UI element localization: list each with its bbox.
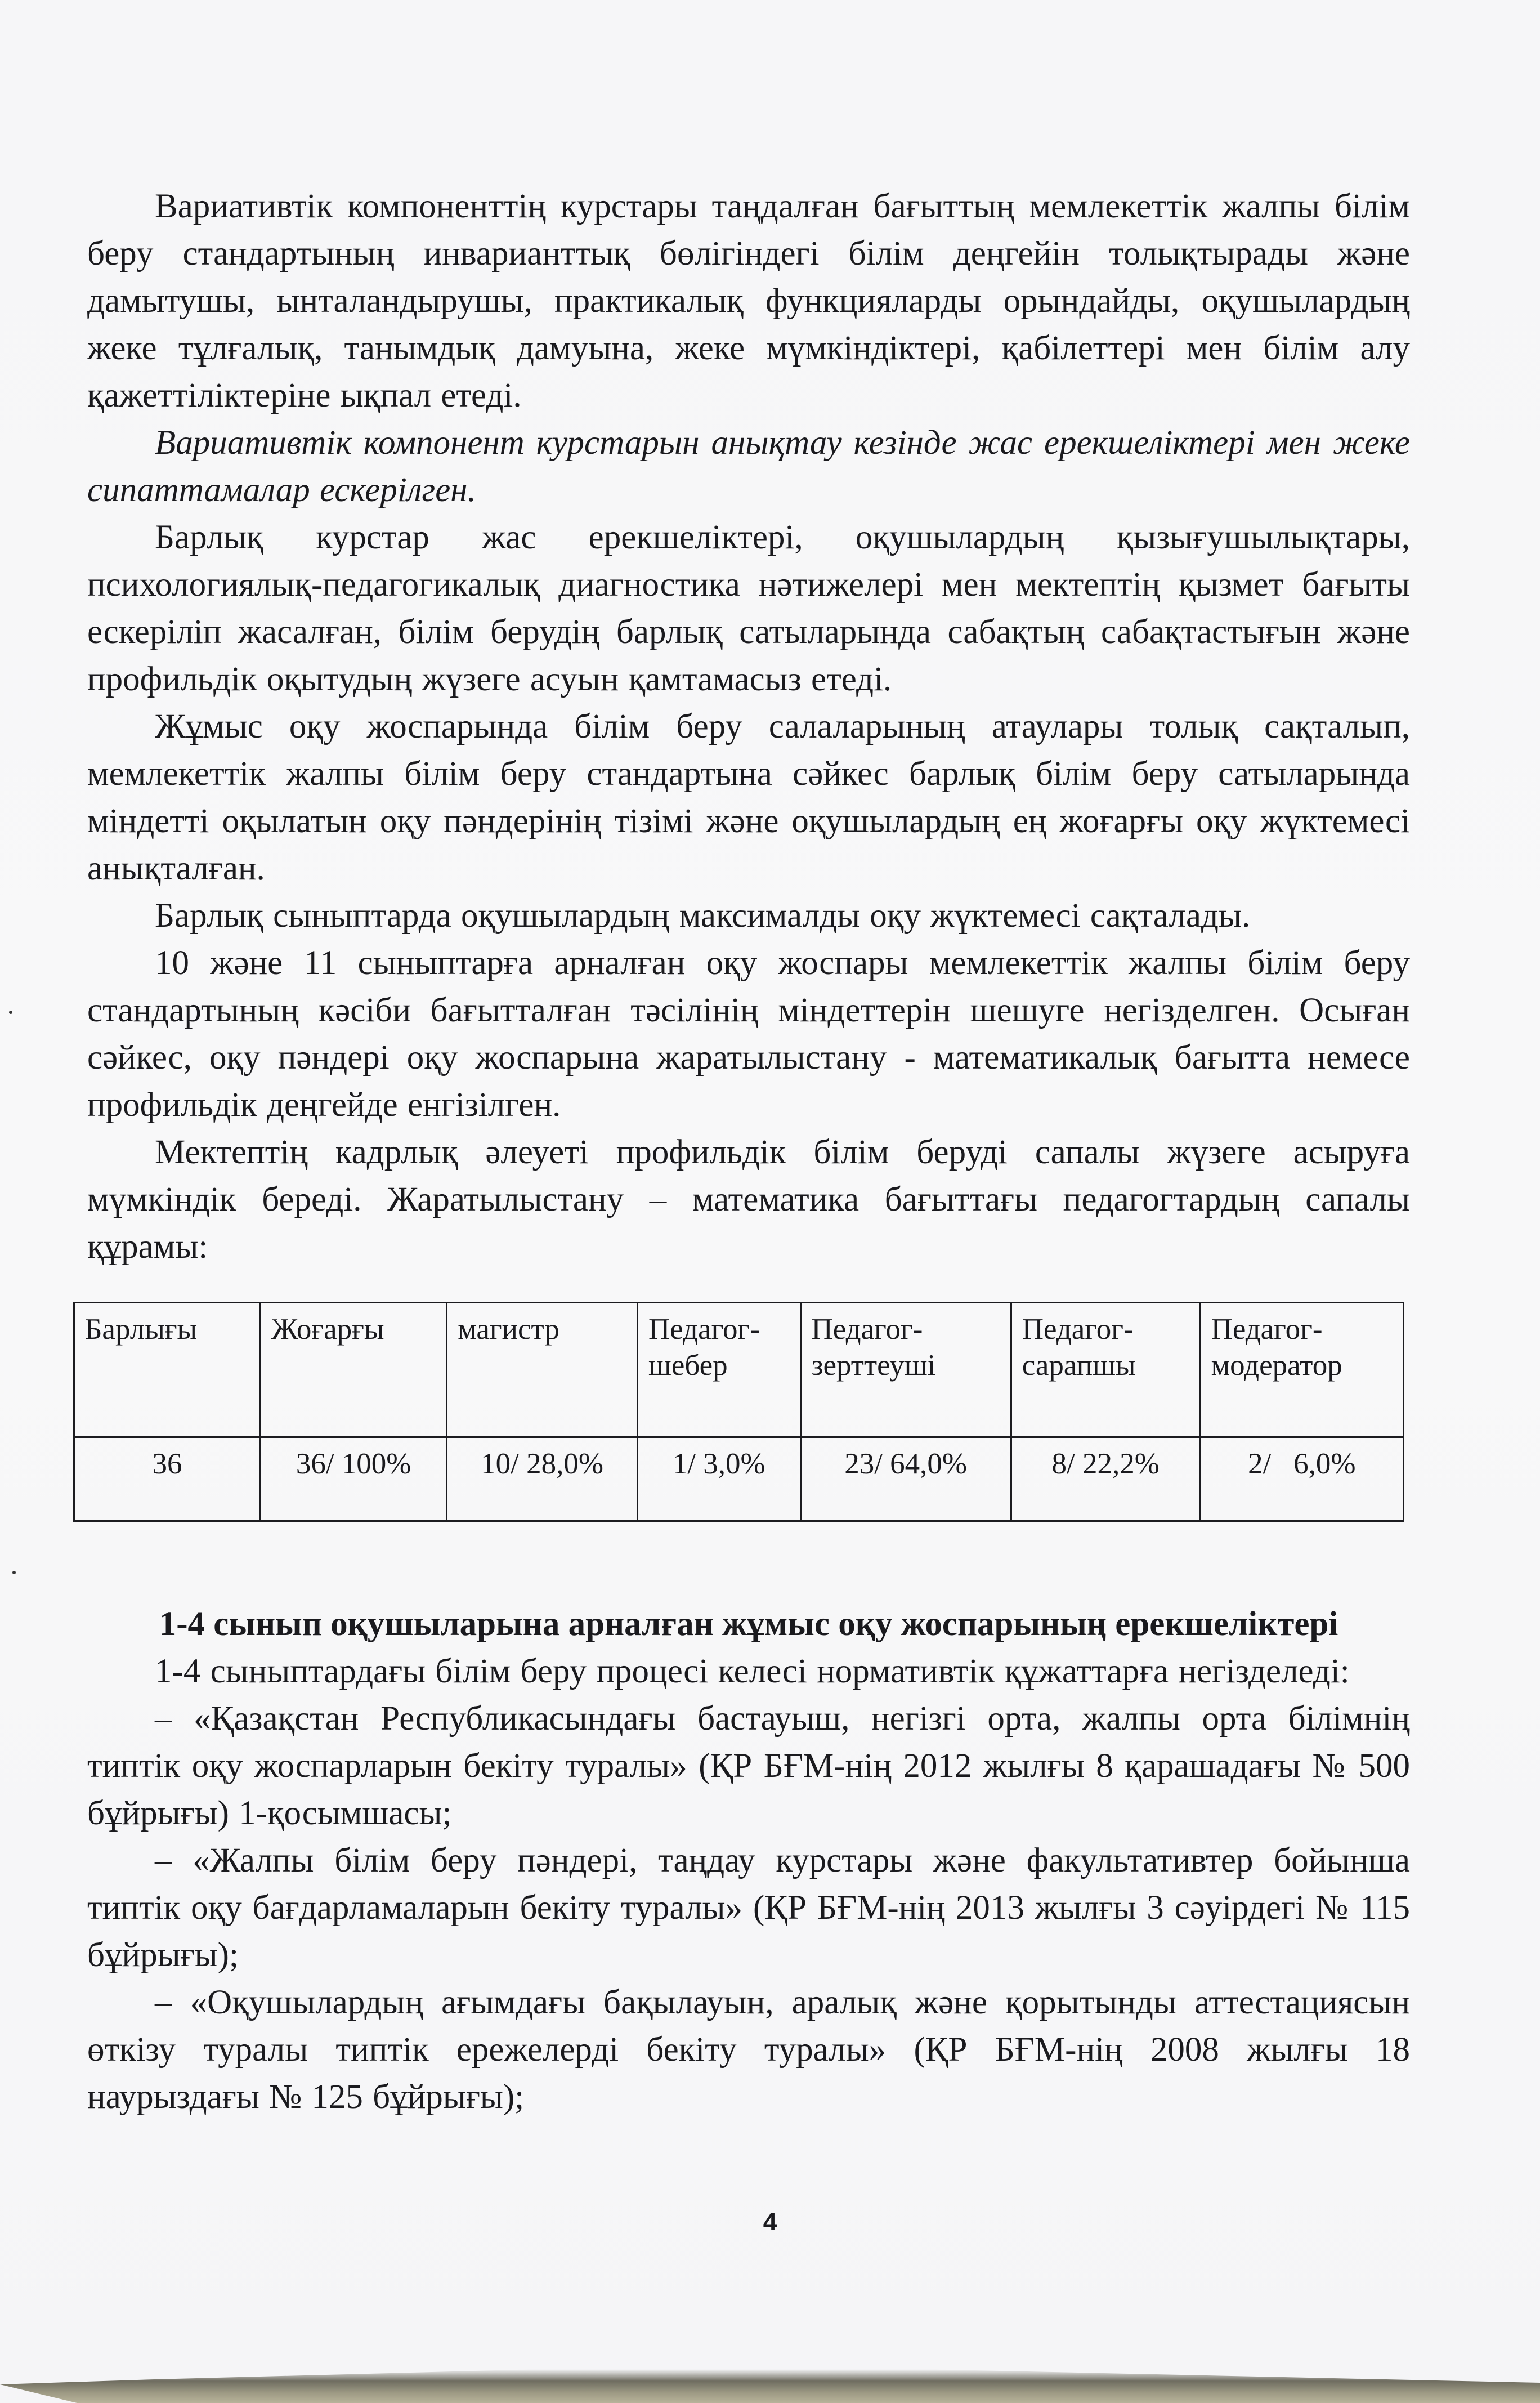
table-header-cell: Педагог-зерттеуші [800,1303,1011,1437]
staff-quality-table [73,1302,1404,1522]
paragraph-all-courses: Барлық курстар жас ерекшеліктері, оқушылардың қызығушылықтары, психологиялық-педагогикалық диагностика нәтижелері мен мектептің қызмет бағыты ескеріліп жасалған, білім берудің барлық сатыларында сабақтың сабақтастығын және профильдік оқытудың жүзеге асуын қамтамасыз етеді. [87,519,1410,698]
table-header-row [74,1303,1404,1437]
table-cell: 2/ 6,0% [1200,1437,1403,1521]
section-title: 1-4 сынып оқушыларына арналған жұмыс оқу жоспарының ерекшеліктері [159,1605,1338,1643]
table-cell: 36/ 100% [261,1437,447,1521]
list-item: – «Жалпы білім беру пәндері, таңдау курстары және факультативтер бойынша типтік оқу бағдарламаларын бекіту туралы» (ҚР БҒМ-нің 2013 жылғы 3 сәуірдегі № 115 бұйрығы); [87,1842,1410,1974]
list-item: – «Оқушылардың ағымдағы бақылауын, аралық және қорытынды аттестациясын өткізу туралы типтік ережелерді бекіту туралы» (ҚР БҒМ-нің 2008 жылғы 18 наурыздағы № 125 бұйрығы); [87,1984,1410,2116]
table-header-cell: Барлығы [74,1303,261,1437]
table-header-cell: Педагог-сарапшы [1011,1303,1200,1437]
table-cell: 1/ 3,0% [638,1437,801,1521]
table-row [74,1437,1404,1521]
paragraph-normative-docs-intro: 1-4 сыныптардағы білім беру процесі келесі нормативтік құжаттарға негізделеді: [155,1652,1350,1690]
table-cell: 8/ 22,2% [1011,1437,1200,1521]
table-header-cell: Педагог-шебер [638,1303,801,1437]
table-header-cell: Педагог-модератор [1200,1303,1403,1437]
table-cell: 36 [74,1437,261,1521]
paragraph-age-features-italic: Вариативтік компонент курстарын анықтау кезінде жас ерекшеліктері мен жеке сипаттамалар ескерілген. [87,424,1410,509]
table-header-cell: магистр [447,1303,638,1437]
margin-speck [12,1571,16,1574]
margin-speck [9,1011,12,1014]
page-edge-shadow [0,2369,1540,2403]
page-number: 4 [763,2208,777,2236]
paragraph-grades-10-11: 10 және 11 сыныптарға арналған оқу жоспары мемлекеттік жалпы білім беру стандартының кәсіби бағытталған тәсілінің міндеттерін шешуге негізделген. Осыған сәйкес, оқу пәндері оқу жоспарына жаратылыстану - математикалық бағытта немесе профильдік деңгейде енгізілген. [87,944,1410,1124]
list-item: – «Қазақстан Республикасындағы бастауыш, негізгі орта, жалпы орта білімнің типтік оқу жоспарларын бекіту туралы» (ҚР БҒМ-нің 2012 жылғы 8 қарашадағы № 500 бұйрығы) 1-қосымшасы; [87,1700,1410,1832]
table-cell: 10/ 28,0% [447,1437,638,1521]
table-header-cell: Жоғарғы [261,1303,447,1437]
paragraph-staff-potential: Мектептің кадрлық әлеуеті профильдік білім беруді сапалы жүзеге асыруға мүмкіндік береді. Жаратылыстану – математика бағыттағы педагогтардың сапалы құрамы: [87,1133,1410,1266]
paragraph-work-plan: Жұмыс оқу жоспарында білім беру салаларының атаулары толық сақталып, мемлекеттік жалпы білім беру стандартына сәйкес барлық білім беру сатыларында міндетті оқылатын оқу пәндерінің тізімі және оқушылардың ең жоғарғы оқу жүктемесі анықталған. [87,708,1410,887]
page-content [87,183,1410,2121]
paragraph-variative-courses: Вариативтік компоненттің курстары таңдалған бағыттың мемлекеттік жалпы білім беру стандартының инварианттық бөлігіндегі білім деңгейін толықтырады және дамытушы, ынталандырушы, практикалық функцияларды орындайды, оқушылардың жеке тұлғалық, танымдық дамуына, жеке мүмкіндіктері, қабілеттері мен білім алу қажеттіліктеріне ықпал етеді. [87,187,1410,414]
table-cell: 23/ 64,0% [800,1437,1011,1521]
paragraph-max-load: Барлық сыныптарда оқушылардың максималды оқу жүктемесі сақталады. [155,897,1251,935]
